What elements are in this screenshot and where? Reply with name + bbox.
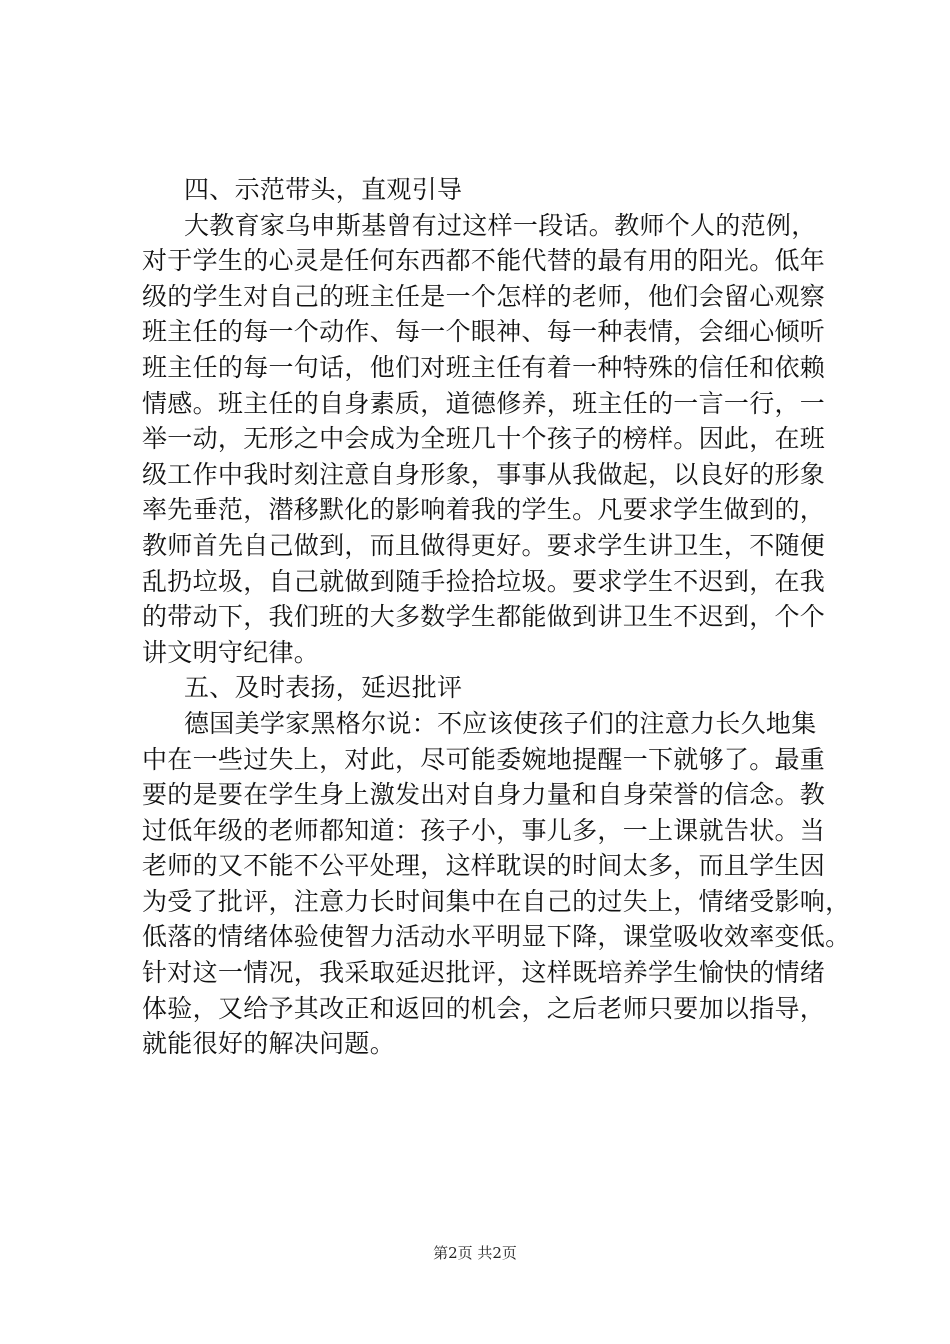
paragraph-line: 班主任的每一个动作、每一个眼神、每一种表情，会细心倾听 [142, 317, 826, 347]
paragraph-line: 老师的又不能不公平处理，这样耽误的时间太多，而且学生因 [142, 851, 826, 881]
paragraph-line: 级的学生对自己的班主任是一个怎样的老师，他们会留心观察 [142, 281, 826, 311]
paragraph-line: 举一动，无形之中会成为全班几十个孩子的榜样。因此，在班 [142, 424, 826, 454]
paragraph-line: 就能很好的解决问题。 [142, 1029, 396, 1059]
paragraph-line: 体验，又给予其改正和返回的机会，之后老师只要加以指导， [142, 993, 826, 1023]
paragraph-line: 率先垂范，潜移默化的影响着我的学生。凡要求学生做到的， [142, 495, 826, 525]
paragraph-line: 的带动下，我们班的大多数学生都能做到讲卫生不迟到，个个 [142, 602, 826, 632]
paragraph-line: 过低年级的老师都知道：孩子小，事儿多，一上课就告状。当 [142, 815, 826, 845]
page-number-footer: 第2页 共2页 [433, 1244, 517, 1262]
section-heading: 四、示范带头，直观引导 [184, 175, 463, 204]
paragraph-line: 讲文明守纪律。 [142, 637, 320, 667]
paragraph-line: 乱扔垃圾，自己就做到随手捡拾垃圾。要求学生不迟到，在我 [142, 566, 826, 596]
paragraph-line: 中在一些过失上，对此，尽可能委婉地提醒一下就够了。最重 [142, 744, 826, 774]
paragraph-line: 针对这一情况，我采取延迟批评，这样既培养学生愉快的情绪 [142, 958, 826, 988]
paragraph-line: 低落的情绪体验使智力活动水平明显下降，课堂吸收效率变低。 [142, 922, 851, 952]
paragraph-line: 班主任的每一句话，他们对班主任有着一种特殊的信任和依赖 [142, 352, 826, 382]
paragraph-line: 情感。班主任的自身素质，道德修养，班主任的一言一行，一 [142, 388, 826, 418]
paragraph-line: 德国美学家黑格尔说：不应该使孩子们的注意力长久地集 [184, 708, 817, 738]
paragraph-line: 教师首先自己做到，而且做得更好。要求学生讲卫生，不随便 [142, 530, 826, 560]
paragraph-line: 为受了批评，注意力长时间集中在自己的过失上，情绪受影响， [142, 886, 851, 916]
paragraph-line: 要的是要在学生身上激发出对自身力量和自身荣誉的信念。教 [142, 780, 826, 810]
paragraph-line: 级工作中我时刻注意自身形象，事事从我做起，以良好的形象 [142, 459, 826, 489]
document-body [142, 172, 851, 1062]
section-heading: 五、及时表扬，延迟批评 [184, 673, 463, 703]
paragraph-line: 对于学生的心灵是任何东西都不能代替的最有用的阳光。低年 [142, 246, 826, 276]
paragraph-line: 大教育家乌申斯基曾有过这样一段话。教师个人的范例， [184, 210, 817, 240]
